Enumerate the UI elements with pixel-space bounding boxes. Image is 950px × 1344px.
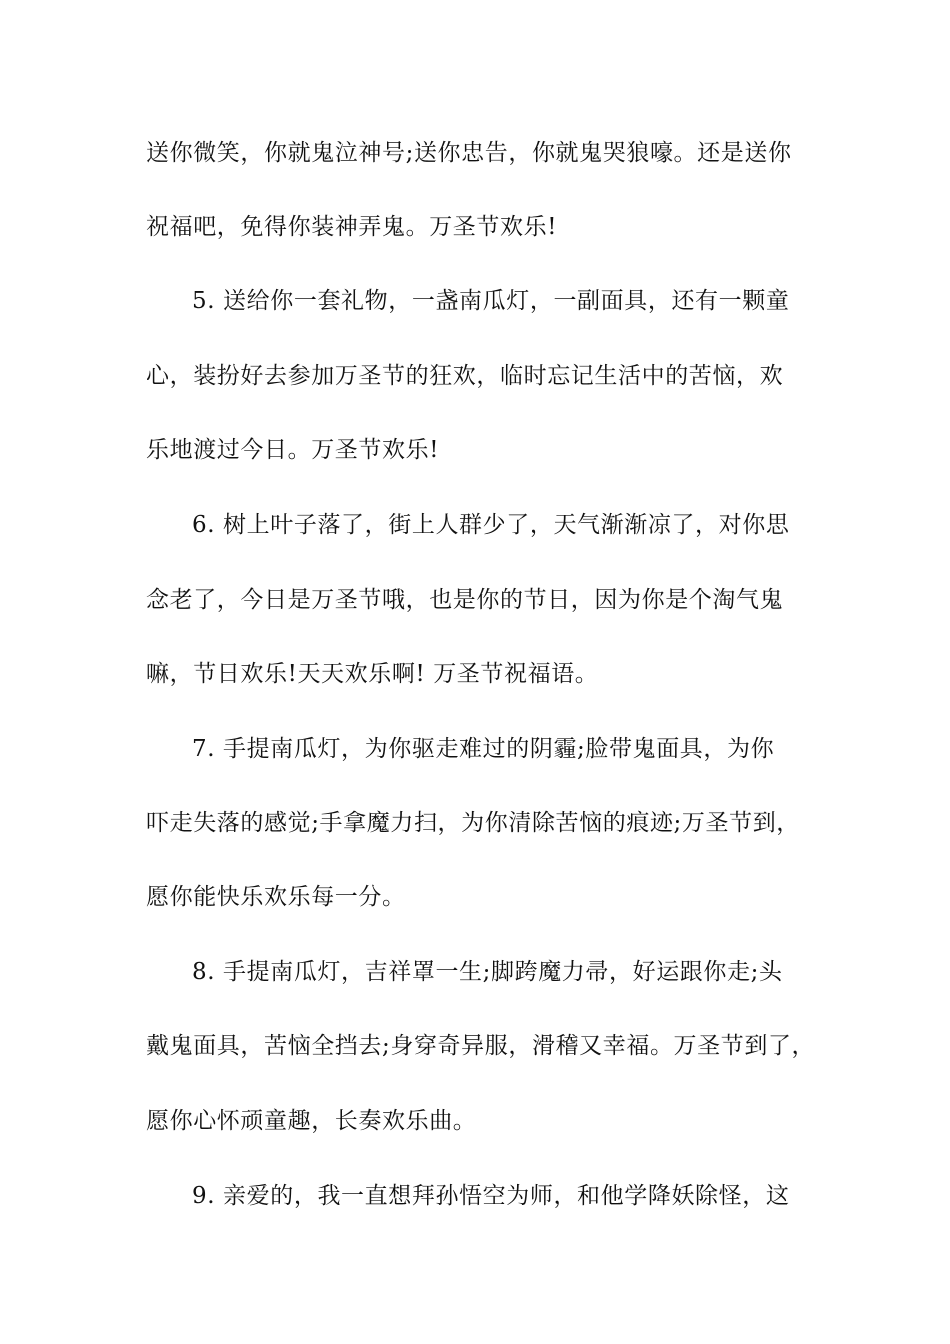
text-line-5: 乐地渡过今日。万圣节欢乐! bbox=[146, 437, 440, 463]
text-line-1: 送你微笑，你就鬼泣神号;送你忠告，你就鬼哭狼嚎。还是送你 bbox=[146, 140, 792, 166]
text-line-9: 7. 手提南瓜灯，为你驱走难过的阴霾;脸带鬼面具，为你 bbox=[192, 736, 775, 762]
text-line-13: 戴鬼面具，苦恼全挡去;身穿奇异服，滑稽又幸福。万圣节到了， bbox=[146, 1033, 816, 1059]
text-line-14: 愿你心怀顽童趣，长奏欢乐曲。 bbox=[146, 1108, 477, 1134]
text-line-11: 愿你能快乐欢乐每一分。 bbox=[146, 884, 406, 910]
text-line-4: 心，装扮好去参加万圣节的狂欢，临时忘记生活中的苦恼，欢 bbox=[146, 363, 784, 389]
text-line-2: 祝福吧，免得你装神弄鬼。万圣节欢乐! bbox=[146, 214, 558, 240]
text-line-3: 5. 送给你一套礼物，一盏南瓜灯，一副面具，还有一颗童 bbox=[192, 288, 790, 314]
text-line-12: 8. 手提南瓜灯，吉祥罩一生;脚跨魔力帚，好运跟你走;头 bbox=[192, 959, 783, 985]
text-line-15: 9. 亲爱的，我一直想拜孙悟空为师，和他学降妖除怪，这 bbox=[192, 1183, 790, 1209]
text-line-8: 嘛，节日欢乐!天天欢乐啊! 万圣节祝福语。 bbox=[146, 661, 599, 687]
text-line-6: 6. 树上叶子落了，街上人群少了，天气渐渐凉了，对你思 bbox=[192, 512, 790, 538]
text-line-10: 吓走失落的感觉;手拿魔力扫，为你清除苦恼的痕迹;万圣节到， bbox=[146, 810, 800, 836]
text-line-7: 念老了，今日是万圣节哦，也是你的节日，因为你是个淘气鬼 bbox=[146, 587, 784, 613]
